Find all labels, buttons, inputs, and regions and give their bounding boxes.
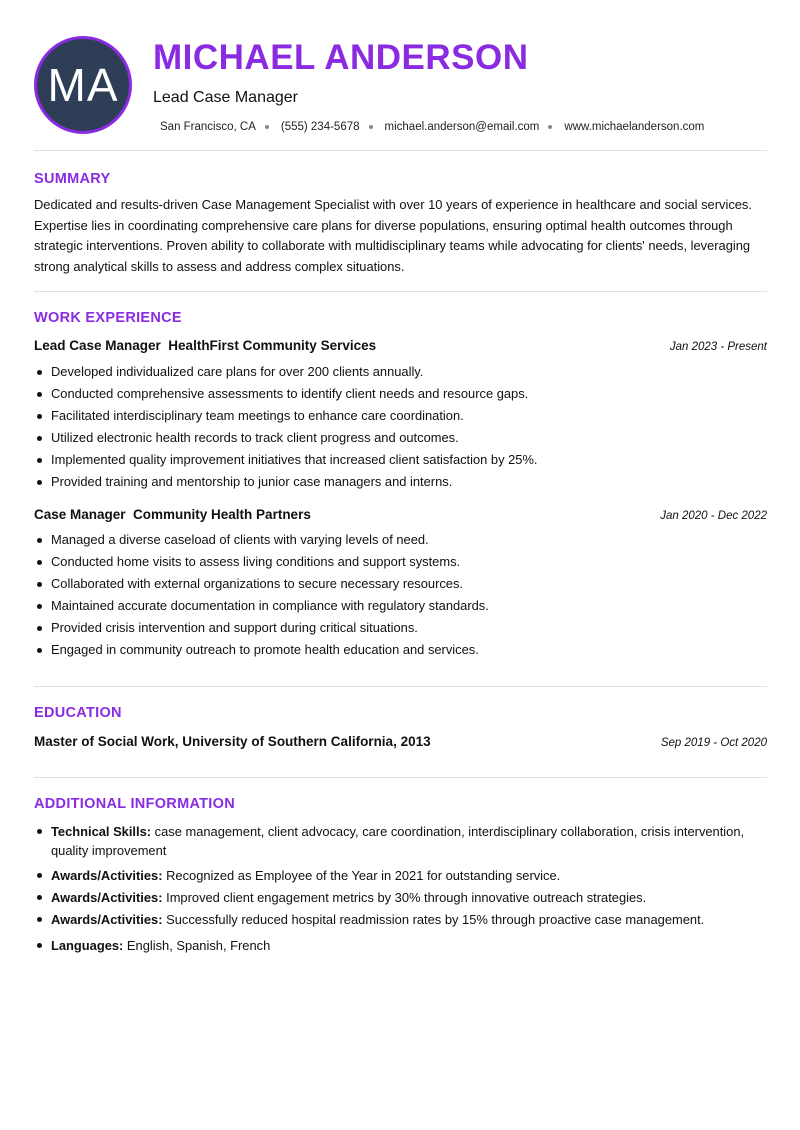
separator-dot-icon [265,125,269,129]
divider [34,777,767,778]
divider [34,150,767,151]
divider [34,686,767,687]
item-text: case management, client advocacy, care coordination, interdisciplinary collaboration, crisis intervention, quality improvement [51,824,745,858]
list-item [34,910,784,929]
item-text: Recognized as Employee of the Year in 2021 for outstanding service. [162,868,561,883]
candidate-title: Lead Case Manager [153,89,298,106]
contact-location: San Francisco, CA [160,121,256,133]
list-item: Facilitated interdisciplinary team meetings to enhance care coordination. [34,408,767,424]
item-label: Awards/Activities: [51,890,163,905]
contact-phone: (555) 234-5678 [280,121,360,133]
education-heading: EDUCATION [34,705,122,721]
list-item: Developed individualized care plans for over 200 clients annually. [34,364,767,380]
job-bullets [34,532,767,665]
list-item: Utilized electronic health records to track client progress and outcomes. [34,430,767,446]
education-dates: Sep 2019 - Oct 2020 [660,737,767,749]
job-dates: Jan 2023 - Present [669,341,767,353]
experience-heading: WORK EXPERIENCE [34,310,182,326]
list-item: Conducted comprehensive assessments to identify client needs and resource gaps. [34,386,767,402]
list-item: Maintained accurate documentation in compliance with regulatory standards. [34,598,767,614]
avatar-initials: MA [47,59,119,111]
item-label: Awards/Activities: [51,912,163,927]
list-item: Managed a diverse caseload of clients with varying levels of need. [34,532,767,548]
separator-dot-icon [369,125,373,129]
list-item [34,866,784,885]
contact-line [160,121,704,133]
summary-text: Dedicated and results-driven Case Management Specialist with over 10 years of experience in healthcare and social services. Expertise lies in coordinating comprehensive care plans for diverse populations, ensuring optimal health outcomes through strategic interventions. Proven ability to collaborate with multidisciplinary teams while advocating for clients' needs, leveraging strong analytical skills to assess and address complex situations. [34,197,752,274]
separator-dot-icon [548,125,552,129]
list-item: Provided crisis intervention and support during critical situations. [34,620,767,636]
item-label: Languages: [51,938,124,953]
job-dates: Jan 2020 - Dec 2022 [660,510,767,522]
list-item: Conducted home visits to assess living conditions and support systems. [34,554,767,570]
item-text: English, Spanish, French [123,938,271,953]
job-header [34,507,767,522]
item-text: Successfully reduced hospital readmission rates by 15% through proactive case management. [162,912,705,927]
list-item [34,936,784,955]
item-label: Technical Skills: [51,824,152,839]
list-item: Collaborated with external organizations to secure necessary resources. [34,576,767,592]
list-item: Provided training and mentorship to junior case managers and interns. [34,474,767,490]
job-bullets [34,364,767,497]
avatar [34,36,132,134]
job-header [34,338,767,353]
list-item [34,888,784,907]
job-title: Case Manager Community Health Partners [34,507,311,522]
list-item: Implemented quality improvement initiatives that increased client satisfaction by 25%. [34,452,767,468]
divider [34,291,767,292]
degree: Master of Social Work, University of Southern California, 2013 [34,734,431,749]
additional-heading: ADDITIONAL INFORMATION [34,796,235,812]
education-entry [34,734,767,749]
job-title: Lead Case Manager HealthFirst Community Services [34,338,377,353]
list-item [34,822,751,860]
item-label: Awards/Activities: [51,868,163,883]
contact-email[interactable]: michael.anderson@email.com [384,121,540,133]
item-text: Improved client engagement metrics by 30% through innovative outreach strategies. [162,890,647,905]
candidate-name: MICHAEL ANDERSON [153,38,529,77]
contact-website[interactable]: www.michaelanderson.com [564,121,705,133]
summary-heading: SUMMARY [34,171,111,187]
list-item: Engaged in community outreach to promote health education and services. [34,642,767,658]
